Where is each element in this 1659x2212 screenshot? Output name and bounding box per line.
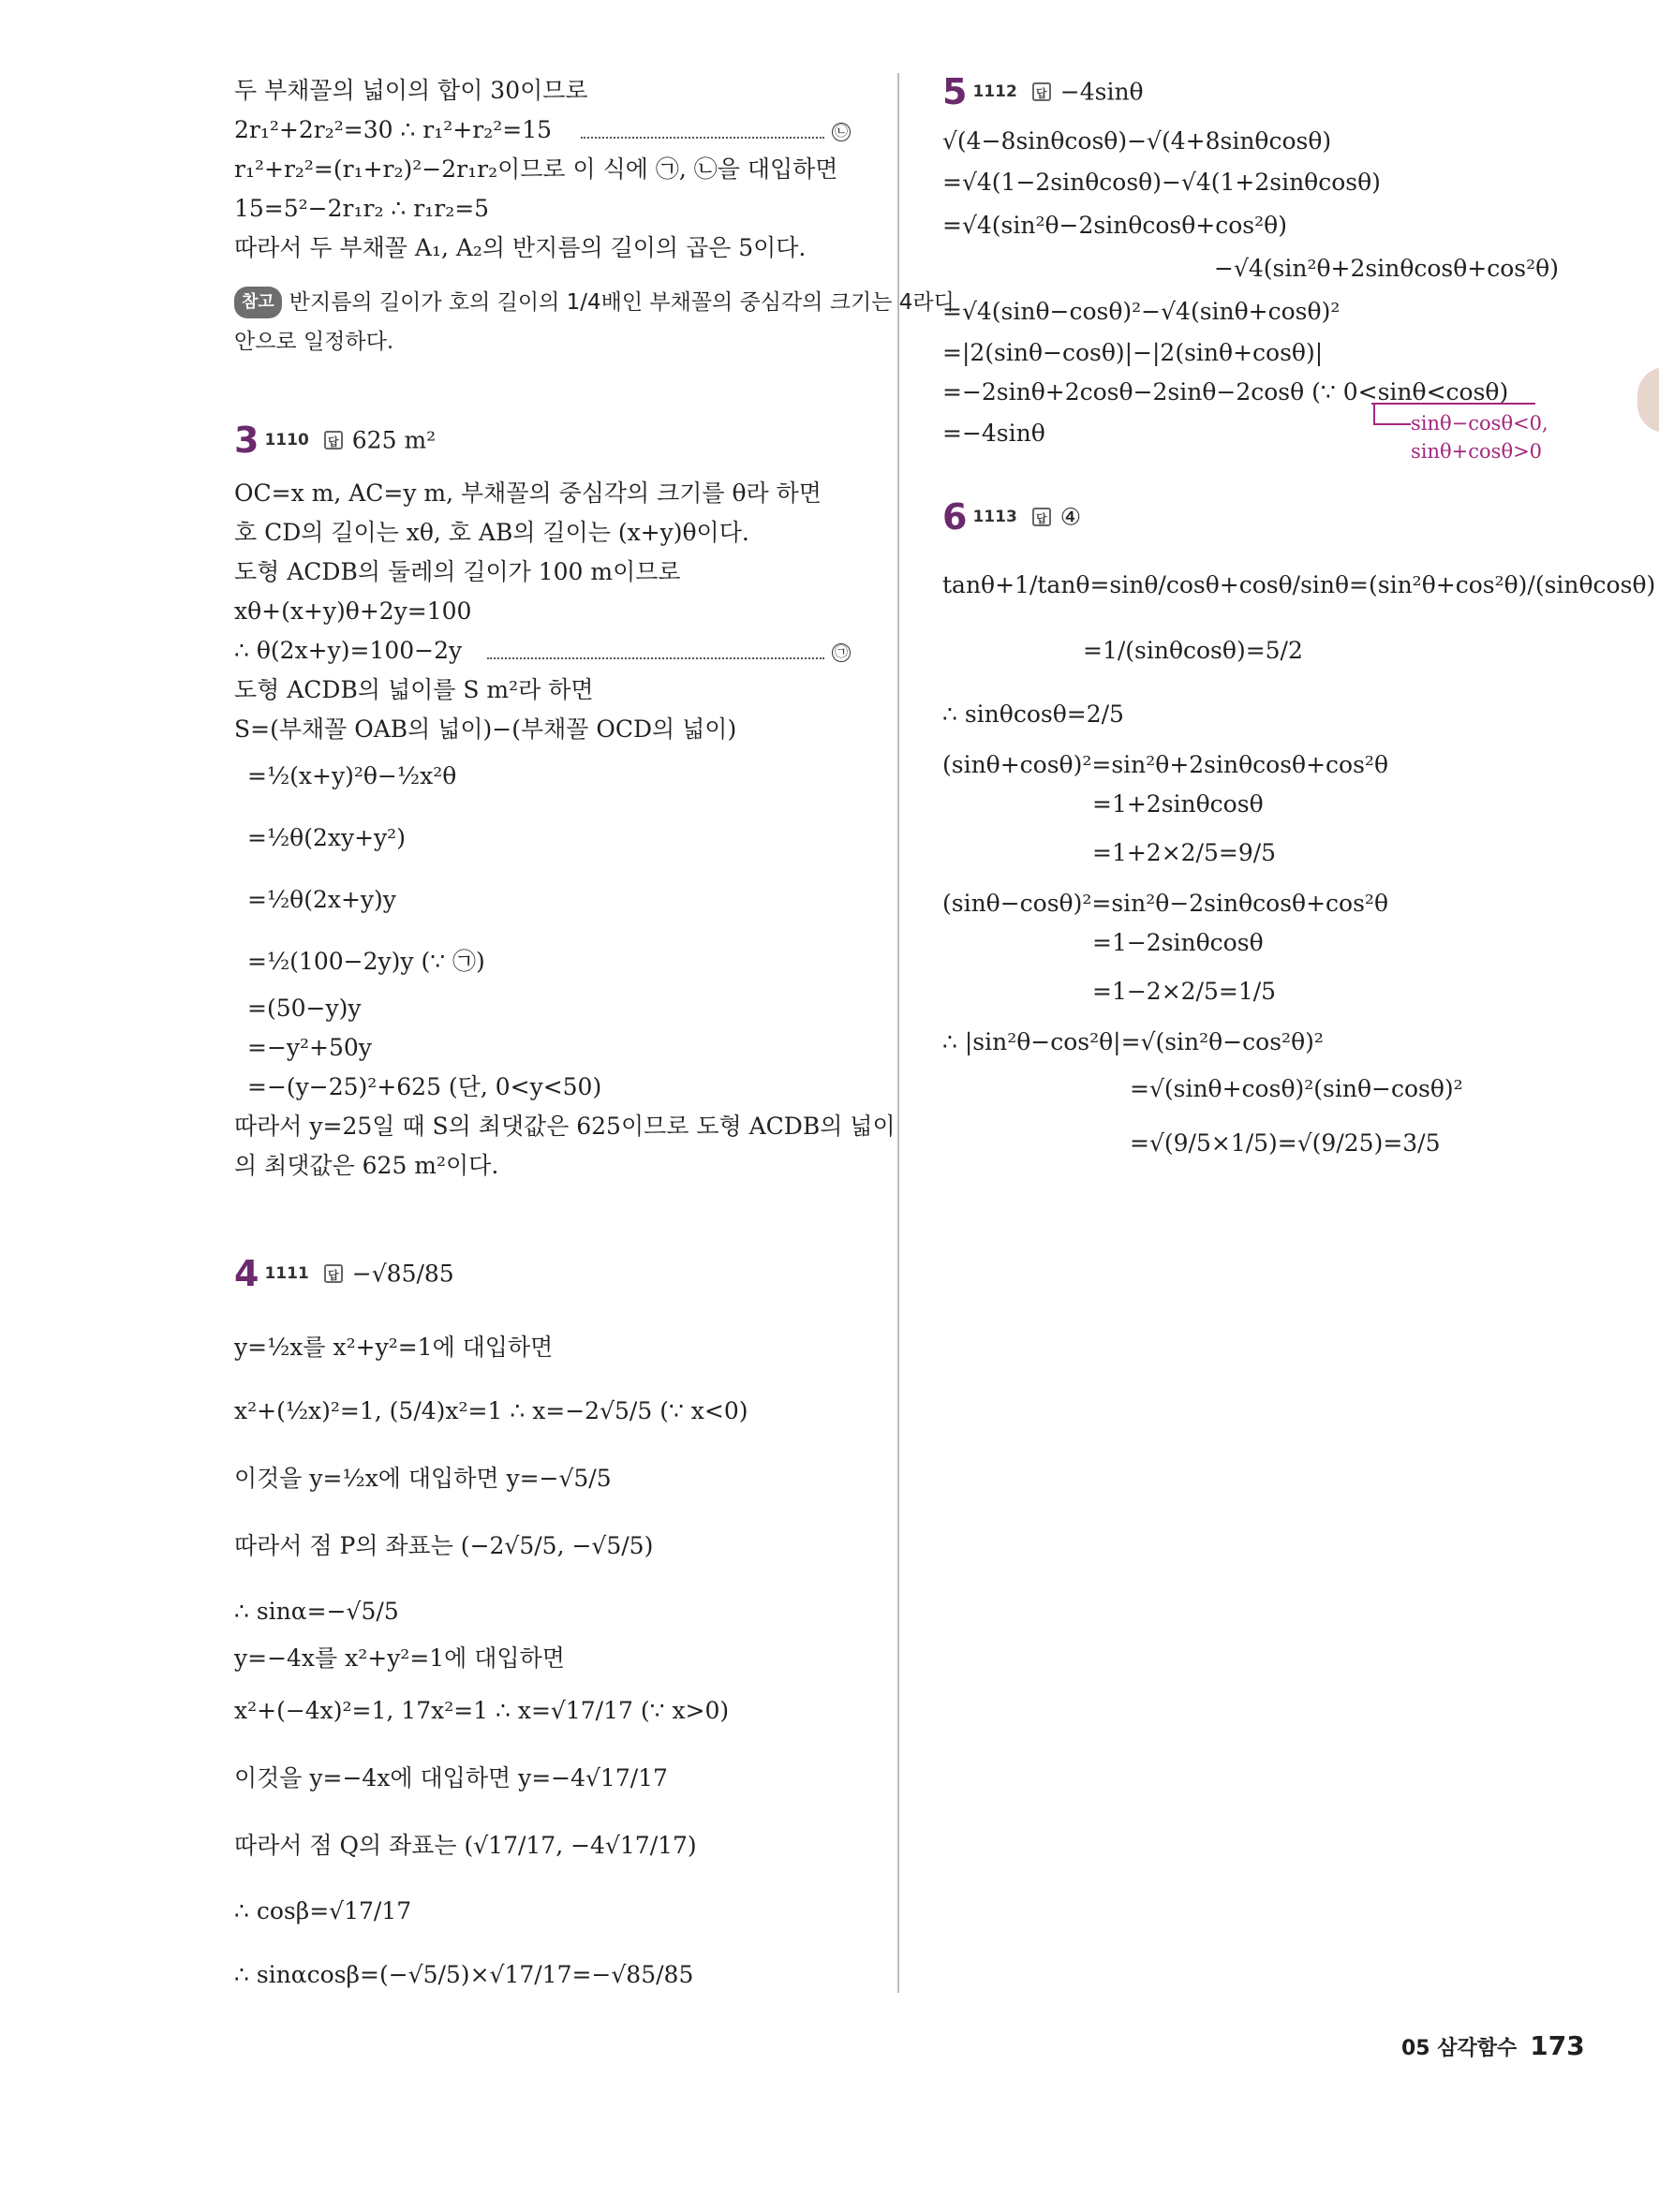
solution-line: 2r₁²+2r₂²=30 ∴ r₁²+r₂²=15 [234, 116, 553, 143]
solution-line: (sinθ−cosθ)²=sin²θ−2sinθcosθ+cos²θ [942, 890, 1389, 917]
solution-line: =√(sinθ+cosθ)²(sinθ−cosθ)² [1130, 1075, 1463, 1102]
solution-line: =−y²+50y [247, 1034, 372, 1061]
solution-line: 두 부채꼴의 넓이의 합이 30이므로 [234, 77, 588, 104]
page-number: 173 [1530, 2030, 1585, 2061]
note-line-2: 안으로 일정하다. [234, 330, 394, 354]
solution-line: =−4sinθ [942, 420, 1045, 447]
solution-line: =1+2sinθcosθ [1092, 790, 1264, 818]
solution-line: 따라서 두 부채꼴 A₁, A₂의 반지름의 길이의 곱은 5이다. [234, 234, 807, 261]
solution-line: −√4(sin²θ+2sinθcosθ+cos²θ) [1214, 255, 1559, 282]
note-badge: 참고 [234, 287, 282, 318]
solution-line: 도형 ACDB의 둘레의 길이가 100 m이므로 [234, 558, 681, 585]
solution-line: =√4(sinθ−cosθ)²−√4(sinθ+cosθ)² [942, 298, 1341, 325]
solution-line: 이것을 y=−4x에 대입하면 y=−4√17/17 [234, 1764, 668, 1792]
problem-header-5: 5 1112 답 −4sinθ [942, 71, 1144, 112]
solution-line: 도형 ACDB의 넓이를 S m²라 하면 [234, 676, 594, 703]
marker-circle-2: ㉠ [832, 637, 851, 665]
marker-circle-1: ㉡ [832, 116, 851, 144]
note-line-1: 참고 반지름의 길이가 호의 길이의 1/4배인 부채꼴의 중심각의 크기는 4라디 [234, 287, 955, 318]
solution-line: xθ+(x+y)θ+2y=100 [234, 597, 472, 625]
problem-header-3: 3 1110 답 625 m² [234, 420, 437, 461]
dotted-leader [487, 657, 824, 659]
solution-line: x²+(−4x)²=1, 17x²=1 ∴ x=√17/17 (∵ x>0) [234, 1697, 730, 1724]
solution-line: =|2(sinθ−cosθ)|−|2(sinθ+cosθ)| [942, 339, 1324, 366]
solution-line: =1+2×2/5=9/5 [1092, 839, 1277, 866]
solution-line: =½θ(2xy+y²) [247, 824, 406, 851]
problem-answer: −√85/85 [351, 1260, 454, 1288]
column-divider [897, 73, 899, 1993]
solution-line: =1/(sinθcosθ)=5/2 [1083, 637, 1303, 664]
solution-line: tanθ+1/tanθ=sinθ/cosθ+cosθ/sinθ=(sin²θ+cos²θ)/(sinθcosθ) [942, 571, 1656, 598]
solution-line: ∴ θ(2x+y)=100−2y [234, 637, 463, 664]
solution-line: 따라서 y=25일 때 S의 최댓값은 625이므로 도형 ACDB의 넓이 [234, 1113, 896, 1140]
solution-line: √(4−8sinθcosθ)−√(4+8sinθcosθ) [942, 127, 1332, 155]
solution-line: S=(부채꼴 OAB의 넓이)−(부채꼴 OCD의 넓이) [234, 715, 737, 743]
problem-answer: 625 m² [351, 426, 437, 454]
solution-line: OC=x m, AC=y m, 부채꼴의 중심각의 크기를 θ라 하면 [234, 479, 822, 507]
solution-line: 이것을 y=½x에 대입하면 y=−√5/5 [234, 1465, 612, 1492]
solution-line: =√4(sin²θ−2sinθcosθ+cos²θ) [942, 212, 1287, 239]
solution-line: =(50−y)y [247, 995, 362, 1022]
solution-line: 15=5²−2r₁r₂ ∴ r₁r₂=5 [234, 195, 490, 222]
answer-icon: 답 [324, 431, 343, 450]
solution-line: =1−2×2/5=1/5 [1092, 978, 1277, 1005]
chapter-side-tab [1637, 367, 1659, 433]
solution-line: x²+(½x)²=1, (5/4)x²=1 ∴ x=−2√5/5 (∵ x<0) [234, 1397, 748, 1424]
solution-line: (sinθ+cosθ)²=sin²θ+2sinθcosθ+cos²θ [942, 751, 1389, 778]
solution-line: ∴ sinαcosβ=(−√5/5)×√17/17=−√85/85 [234, 1961, 694, 1988]
solution-line: 따라서 점 P의 좌표는 (−2√5/5, −√5/5) [234, 1532, 654, 1559]
solution-line: 따라서 점 Q의 좌표는 (√17/17, −4√17/17) [234, 1832, 697, 1859]
solution-line: 의 최댓값은 625 m²이다. [234, 1152, 499, 1179]
solution-line: r₁²+r₂²=(r₁+r₂)²−2r₁r₂이므로 이 식에 ㉠, ㉡을 대입하면 [234, 155, 838, 183]
answer-icon: 답 [1032, 508, 1051, 526]
answer-icon: 답 [1032, 82, 1051, 101]
problem-answer: −4sinθ [1059, 78, 1144, 106]
solution-line: =√(9/5×1/5)=√(9/25)=3/5 [1130, 1129, 1441, 1157]
solution-line: ∴ |sin²θ−cos²θ|=√(sin²θ−cos²θ)² [942, 1028, 1324, 1055]
note-arrow [1373, 405, 1411, 425]
solution-line: =−(y−25)²+625 (단, 0<y<50) [247, 1073, 602, 1100]
solution-line: y=−4x를 x²+y²=1에 대입하면 [234, 1644, 565, 1672]
answer-icon: 답 [324, 1264, 343, 1283]
side-note-line-2: sinθ+cosθ>0 [1411, 440, 1543, 463]
side-note-line-1: sinθ−cosθ<0, [1411, 412, 1548, 435]
solution-line: ∴ sinθcosθ=2/5 [942, 700, 1124, 728]
solution-line: y=½x를 x²+y²=1에 대입하면 [234, 1334, 554, 1361]
problem-header-6: 6 1113 답 ④ [942, 496, 1082, 538]
problem-header-4: 4 1111 답 −√85/85 [234, 1253, 454, 1294]
solution-line: =½θ(2x+y)y [247, 886, 396, 913]
chapter-title: 05 삼각함수 [1401, 2037, 1518, 2060]
solution-line: =1−2sinθcosθ [1092, 929, 1264, 956]
solution-line: =½(x+y)²θ−½x²θ [247, 762, 457, 789]
solution-line: ∴ sinα=−√5/5 [234, 1598, 399, 1625]
solution-line: =√4(1−2sinθcosθ)−√4(1+2sinθcosθ) [942, 169, 1381, 196]
solution-line: 호 CD의 길이는 xθ, 호 AB의 길이는 (x+y)θ이다. [234, 519, 749, 546]
page-footer [1401, 2030, 1585, 2061]
solution-line: ∴ cosβ=√17/17 [234, 1897, 412, 1924]
solution-line: =½(100−2y)y (∵ ㉠) [247, 948, 485, 975]
dotted-leader [581, 137, 824, 139]
problem-answer: ④ [1059, 503, 1082, 531]
solution-line: =−2sinθ+2cosθ−2sinθ−2cosθ (∵ 0<sinθ<cosθ) [942, 378, 1509, 406]
